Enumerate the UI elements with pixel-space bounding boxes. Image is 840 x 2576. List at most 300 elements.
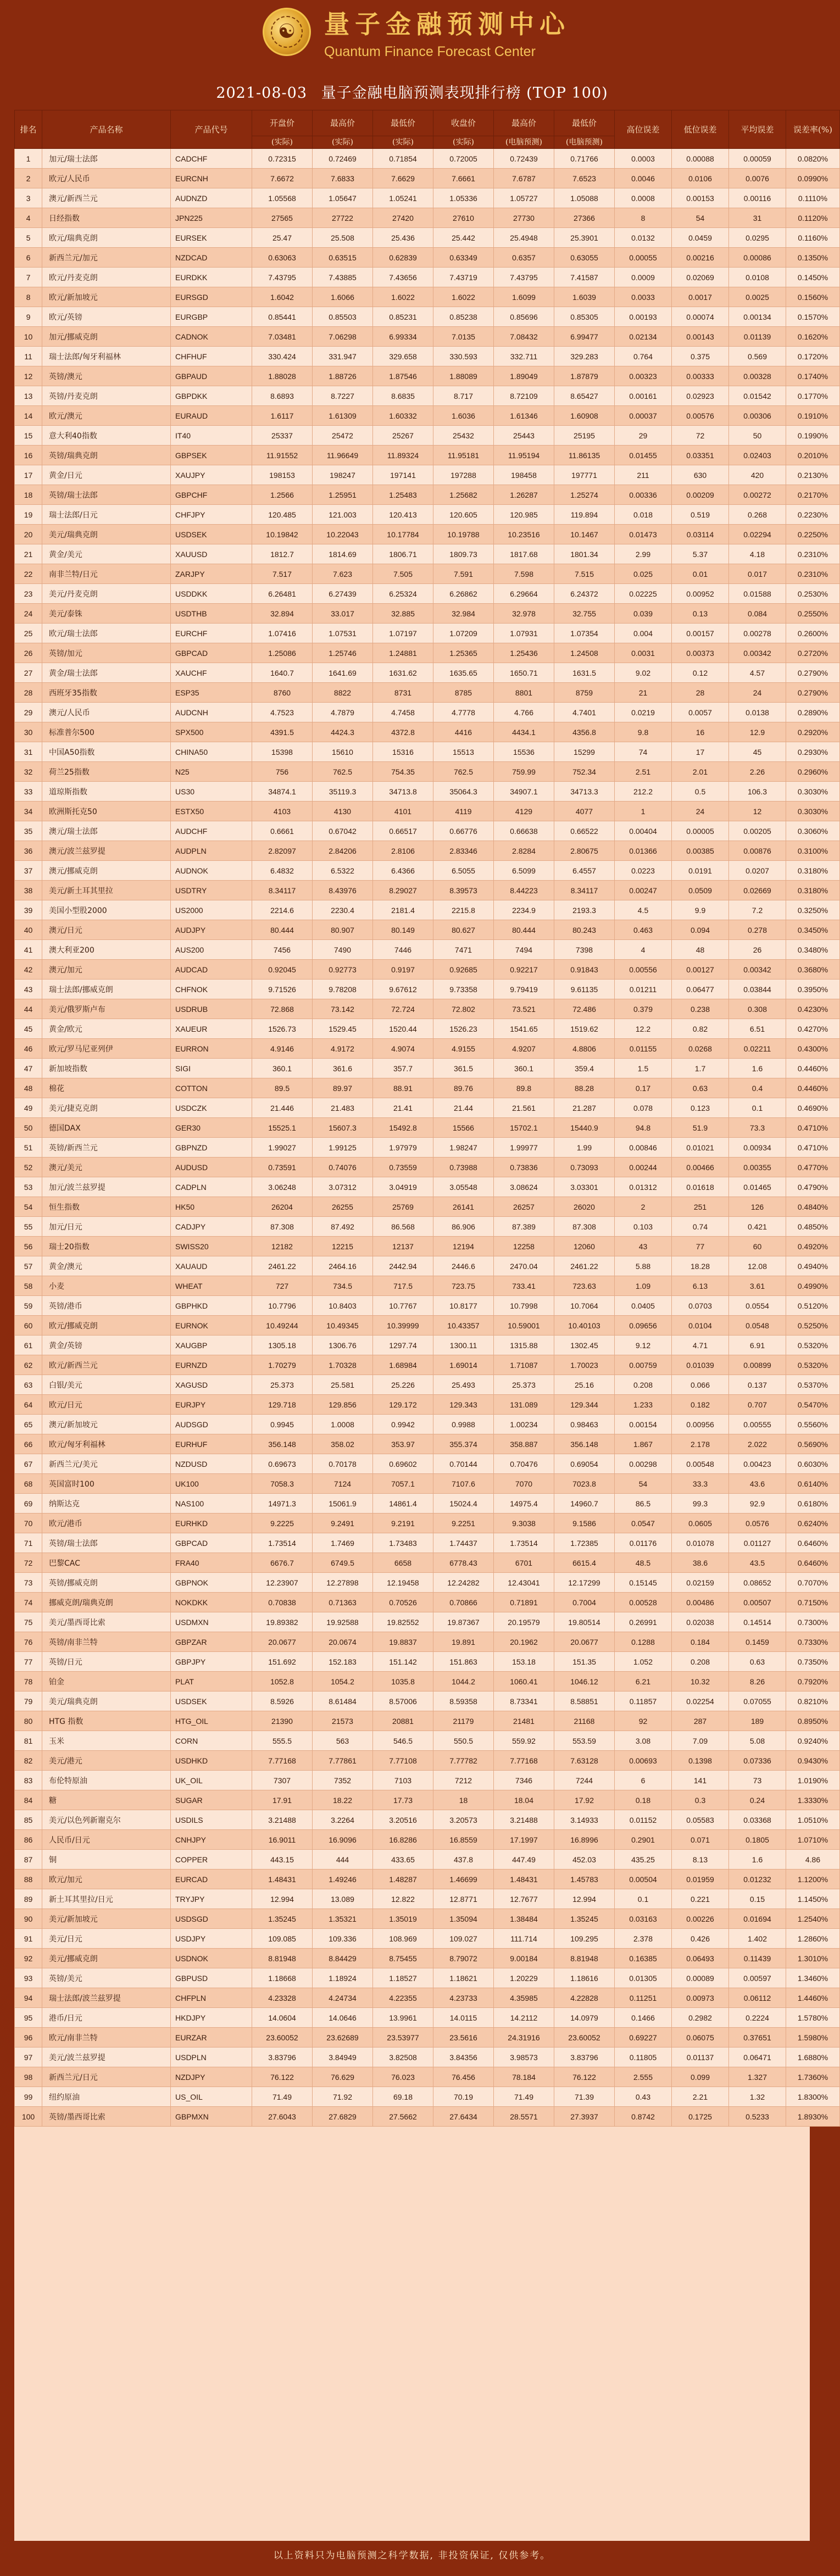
high-forecast-cell: 87.389 [494, 1217, 554, 1237]
table-row [15, 1790, 840, 1810]
table-row [15, 1217, 840, 1237]
high-error-cell: 8 [615, 208, 672, 228]
low-forecast-cell: 17.92 [554, 1790, 615, 1810]
close-actual-cell: 12.24282 [433, 1573, 494, 1593]
product-code-cell: XAGUSD [171, 1375, 252, 1395]
low-actual-cell: 10.39999 [373, 1316, 433, 1336]
high-error-cell: 92 [615, 1711, 672, 1731]
high-forecast-cell: 131.089 [494, 1395, 554, 1415]
high-actual-cell: 6.27439 [313, 584, 373, 604]
high-forecast-cell: 9.79419 [494, 980, 554, 999]
error-rate-cell: 0.2790% [786, 663, 840, 683]
close-actual-cell: 8.79072 [433, 1949, 494, 1968]
close-actual-cell: 9.73358 [433, 980, 494, 999]
table-row [15, 1019, 840, 1039]
high-actual-cell: 21.483 [313, 1098, 373, 1118]
close-actual-cell: 197288 [433, 465, 494, 485]
high-error-cell: 0.00693 [615, 1751, 672, 1771]
error-rate-cell: 0.1110% [786, 188, 840, 208]
table-row [15, 1968, 840, 1988]
high-error-cell: 0.00336 [615, 485, 672, 505]
low-forecast-cell: 7.63128 [554, 1751, 615, 1771]
close-actual-cell: 32.984 [433, 604, 494, 624]
open-actual-cell: 25.373 [252, 1375, 313, 1395]
high-actual-cell: 3.84949 [313, 2048, 373, 2067]
rank-cell: 25 [15, 624, 42, 643]
product-name-cell: 澳元/新西兰元 [42, 188, 171, 208]
low-error-cell: 0.02254 [672, 1692, 729, 1711]
low-error-cell: 1.7 [672, 1059, 729, 1078]
close-actual-cell: 0.70866 [433, 1593, 494, 1612]
column-header: 排名 [15, 110, 42, 149]
error-rate-cell: 0.4940% [786, 1256, 840, 1276]
low-forecast-cell: 7.41587 [554, 268, 615, 287]
rank-cell: 43 [15, 980, 42, 999]
product-code-cell: AUDSGD [171, 1415, 252, 1434]
low-error-cell: 0.184 [672, 1632, 729, 1652]
table-row [15, 999, 840, 1019]
low-forecast-cell: 3.14933 [554, 1810, 615, 1830]
high-actual-cell: 3.07312 [313, 1177, 373, 1197]
high-actual-cell: 444 [313, 1850, 373, 1870]
table-row [15, 347, 840, 366]
error-rate-cell: 0.4990% [786, 1276, 840, 1296]
close-actual-cell: 26141 [433, 1197, 494, 1217]
low-error-cell: 77 [672, 1237, 729, 1256]
product-name-cell: 美元/波兰兹罗提 [42, 2048, 171, 2067]
rank-cell: 11 [15, 347, 42, 366]
high-actual-cell: 2.84206 [313, 841, 373, 861]
product-code-cell: AUS200 [171, 940, 252, 960]
low-forecast-cell: 0.63055 [554, 248, 615, 268]
high-forecast-cell: 7.08432 [494, 327, 554, 347]
product-name-cell: 欧元/罗马尼亚列伊 [42, 1039, 171, 1059]
product-code-cell: US_OIL [171, 2087, 252, 2107]
close-actual-cell: 1300.11 [433, 1336, 494, 1355]
low-error-cell: 0.1398 [672, 1751, 729, 1771]
error-rate-cell: 0.9240% [786, 1731, 840, 1751]
low-forecast-cell: 1801.34 [554, 544, 615, 564]
high-error-cell: 29 [615, 426, 672, 446]
open-actual-cell: 12182 [252, 1237, 313, 1256]
column-subheader: (实际) [433, 136, 494, 149]
open-actual-cell: 1.25086 [252, 643, 313, 663]
rank-cell: 40 [15, 920, 42, 940]
low-actual-cell: 27420 [373, 208, 433, 228]
rank-cell: 20 [15, 525, 42, 544]
high-forecast-cell: 358.887 [494, 1434, 554, 1454]
product-name-cell: 纳斯达克 [42, 1494, 171, 1514]
header [0, 0, 824, 115]
low-forecast-cell: 71.39 [554, 2087, 615, 2107]
high-actual-cell: 19.92588 [313, 1612, 373, 1632]
high-error-cell: 4 [615, 940, 672, 960]
low-forecast-cell: 3.03301 [554, 1177, 615, 1197]
low-error-cell: 9.9 [672, 900, 729, 920]
avg-error-cell: 6.91 [729, 1336, 786, 1355]
product-name-cell: 新西兰元/美元 [42, 1454, 171, 1474]
rank-cell: 42 [15, 960, 42, 980]
low-error-cell: 0.00373 [672, 643, 729, 663]
product-code-cell: USDTRY [171, 881, 252, 900]
close-actual-cell: 9.2251 [433, 1514, 494, 1533]
error-rate-cell: 0.4840% [786, 1197, 840, 1217]
low-error-cell: 287 [672, 1711, 729, 1731]
error-rate-cell: 0.0990% [786, 169, 840, 188]
high-actual-cell: 16.9096 [313, 1830, 373, 1850]
low-error-cell: 0.82 [672, 1019, 729, 1039]
error-rate-cell: 1.3010% [786, 1949, 840, 1968]
open-actual-cell: 2214.6 [252, 900, 313, 920]
error-rate-cell: 0.3100% [786, 841, 840, 861]
table-row [15, 624, 840, 643]
product-code-cell: XAUEUR [171, 1019, 252, 1039]
open-actual-cell: 1.48431 [252, 1870, 313, 1889]
avg-error-cell: 0.00134 [729, 307, 786, 327]
rank-cell: 2 [15, 169, 42, 188]
high-error-cell: 0.208 [615, 1375, 672, 1395]
rank-cell: 89 [15, 1889, 42, 1909]
high-error-cell: 1.5 [615, 1059, 672, 1078]
high-actual-cell: 4.24734 [313, 1988, 373, 2008]
product-code-cell: NZDUSD [171, 1454, 252, 1474]
low-error-cell: 0.01959 [672, 1870, 729, 1889]
high-actual-cell: 1641.69 [313, 663, 373, 683]
close-actual-cell: 8.59358 [433, 1692, 494, 1711]
low-error-cell: 0.00486 [672, 1593, 729, 1612]
low-error-cell: 0.00074 [672, 307, 729, 327]
low-actual-cell: 1.24881 [373, 643, 433, 663]
avg-error-cell: 126 [729, 1197, 786, 1217]
high-actual-cell: 25.508 [313, 228, 373, 248]
product-code-cell: USDCZK [171, 1098, 252, 1118]
high-forecast-cell: 71.49 [494, 2087, 554, 2107]
rank-cell: 62 [15, 1355, 42, 1375]
low-forecast-cell: 2193.3 [554, 900, 615, 920]
table-row [15, 1889, 840, 1909]
open-actual-cell: 14971.3 [252, 1494, 313, 1514]
close-actual-cell: 7.0135 [433, 327, 494, 347]
low-actual-cell: 197141 [373, 465, 433, 485]
error-rate-cell: 0.3680% [786, 960, 840, 980]
error-rate-cell: 0.1560% [786, 287, 840, 307]
product-name-cell: 恒生指数 [42, 1197, 171, 1217]
product-code-cell: AUDJPY [171, 920, 252, 940]
rank-cell: 24 [15, 604, 42, 624]
high-actual-cell: 26255 [313, 1197, 373, 1217]
avg-error-cell: 0.01542 [729, 386, 786, 406]
product-code-cell: EURSEK [171, 228, 252, 248]
table-row [15, 802, 840, 821]
avg-error-cell: 1.402 [729, 1929, 786, 1949]
avg-error-cell: 0.0138 [729, 703, 786, 722]
low-actual-cell: 1.05241 [373, 188, 433, 208]
product-code-cell: XAUAUD [171, 1256, 252, 1276]
high-actual-cell: 8.61484 [313, 1692, 373, 1711]
error-rate-cell: 0.3950% [786, 980, 840, 999]
high-forecast-cell: 10.59001 [494, 1316, 554, 1336]
low-error-cell: 0.00548 [672, 1454, 729, 1474]
product-code-cell: AUDCHF [171, 821, 252, 841]
product-name-cell: 美元/新加坡元 [42, 1909, 171, 1929]
low-error-cell: 72 [672, 426, 729, 446]
low-error-cell: 0.0106 [672, 169, 729, 188]
table-row [15, 861, 840, 881]
close-actual-cell: 1.46699 [433, 1870, 494, 1889]
product-name-cell: 美元/瑞典克朗 [42, 1692, 171, 1711]
avg-error-cell: 0.01588 [729, 584, 786, 604]
product-name-cell: 玉米 [42, 1731, 171, 1751]
high-forecast-cell: 1.05727 [494, 188, 554, 208]
low-actual-cell: 8.29027 [373, 881, 433, 900]
table-body [15, 149, 840, 2127]
close-actual-cell: 23.5616 [433, 2028, 494, 2048]
avg-error-cell: 0.0554 [729, 1296, 786, 1316]
rank-cell: 77 [15, 1652, 42, 1672]
header-row [15, 110, 840, 136]
low-actual-cell: 0.85231 [373, 307, 433, 327]
low-error-cell: 0.3 [672, 1790, 729, 1810]
low-error-cell: 0.01021 [672, 1138, 729, 1158]
high-error-cell: 0.00193 [615, 307, 672, 327]
error-rate-cell: 0.5690% [786, 1434, 840, 1454]
low-actual-cell: 353.97 [373, 1434, 433, 1454]
product-name-cell: 欧元/挪威克朗 [42, 1316, 171, 1336]
low-forecast-cell: 9.61135 [554, 980, 615, 999]
close-actual-cell: 6.5055 [433, 861, 494, 881]
avg-error-cell: 6.51 [729, 1019, 786, 1039]
low-error-cell: 0.01078 [672, 1533, 729, 1553]
high-error-cell: 0.0405 [615, 1296, 672, 1316]
error-rate-cell: 0.4710% [786, 1118, 840, 1138]
high-actual-cell: 15607.3 [313, 1118, 373, 1138]
table-row [15, 1514, 840, 1533]
open-actual-cell: 25.47 [252, 228, 313, 248]
open-actual-cell: 2.82097 [252, 841, 313, 861]
low-forecast-cell: 1.99 [554, 1138, 615, 1158]
avg-error-cell: 0.00934 [729, 1138, 786, 1158]
error-rate-cell: 0.2170% [786, 485, 840, 505]
error-rate-cell: 0.4300% [786, 1039, 840, 1059]
low-forecast-cell: 1.25274 [554, 485, 615, 505]
product-name-cell: 欧元/港币 [42, 1514, 171, 1533]
high-error-cell: 0.0008 [615, 188, 672, 208]
open-actual-cell: 7.6672 [252, 169, 313, 188]
low-error-cell: 2.178 [672, 1434, 729, 1454]
product-code-cell: SUGAR [171, 1790, 252, 1810]
high-actual-cell: 1529.45 [313, 1019, 373, 1039]
low-error-cell: 0.00005 [672, 821, 729, 841]
product-name-cell: 欧元/瑞士法郎 [42, 624, 171, 643]
product-code-cell: XAUUSD [171, 544, 252, 564]
product-code-cell: USDHKD [171, 1751, 252, 1771]
rank-cell: 50 [15, 1118, 42, 1138]
error-rate-cell: 0.1160% [786, 228, 840, 248]
high-error-cell: 0.01473 [615, 525, 672, 544]
avg-error-cell: 0.278 [729, 920, 786, 940]
report-heading [0, 82, 824, 104]
high-actual-cell: 109.336 [313, 1929, 373, 1949]
close-actual-cell: 1.35094 [433, 1909, 494, 1929]
close-actual-cell: 15566 [433, 1118, 494, 1138]
low-error-cell: 2.21 [672, 2087, 729, 2107]
high-actual-cell: 76.629 [313, 2067, 373, 2087]
low-forecast-cell: 7.515 [554, 564, 615, 584]
high-error-cell: 0.02225 [615, 584, 672, 604]
close-actual-cell: 0.63349 [433, 248, 494, 268]
high-error-cell: 0.2901 [615, 1830, 672, 1850]
low-error-cell: 0.00157 [672, 624, 729, 643]
table-row [15, 1256, 840, 1276]
low-forecast-cell: 0.73093 [554, 1158, 615, 1177]
high-forecast-cell: 7.598 [494, 564, 554, 584]
high-actual-cell: 12215 [313, 1237, 373, 1256]
table-row [15, 742, 840, 762]
avg-error-cell: 0.569 [729, 347, 786, 366]
avg-error-cell: 0.00342 [729, 960, 786, 980]
low-error-cell: 0.0017 [672, 287, 729, 307]
error-rate-cell: 0.1450% [786, 268, 840, 287]
error-rate-cell: 0.5320% [786, 1355, 840, 1375]
error-rate-cell: 0.2720% [786, 643, 840, 663]
table-row [15, 426, 840, 446]
high-actual-cell: 1.99125 [313, 1138, 373, 1158]
high-forecast-cell: 27730 [494, 208, 554, 228]
low-forecast-cell: 151.35 [554, 1652, 615, 1672]
avg-error-cell: 0.02211 [729, 1039, 786, 1059]
avg-error-cell: 0.00507 [729, 1593, 786, 1612]
close-actual-cell: 0.66776 [433, 821, 494, 841]
high-error-cell: 0.03163 [615, 1909, 672, 1929]
high-error-cell: 4.5 [615, 900, 672, 920]
high-forecast-cell: 1315.88 [494, 1336, 554, 1355]
column-header: 最低价 [554, 110, 615, 136]
low-actual-cell: 7057.1 [373, 1474, 433, 1494]
high-error-cell: 212.2 [615, 782, 672, 802]
high-forecast-cell: 0.72439 [494, 149, 554, 169]
product-name-cell: 糖 [42, 1790, 171, 1810]
product-name-cell: 英镑/瑞士法郎 [42, 1533, 171, 1553]
avg-error-cell: 0.1459 [729, 1632, 786, 1652]
low-actual-cell: 4.9074 [373, 1039, 433, 1059]
rank-cell: 70 [15, 1514, 42, 1533]
close-actual-cell: 7107.6 [433, 1474, 494, 1494]
low-actual-cell: 0.70526 [373, 1593, 433, 1612]
open-actual-cell: 10.19842 [252, 525, 313, 544]
low-error-cell: 0.06477 [672, 980, 729, 999]
table-row [15, 1177, 840, 1197]
low-actual-cell: 4101 [373, 802, 433, 821]
low-actual-cell: 69.18 [373, 2087, 433, 2107]
column-subheader: (电脑预测) [494, 136, 554, 149]
low-error-cell: 0.375 [672, 347, 729, 366]
rank-cell: 33 [15, 782, 42, 802]
high-error-cell: 0.004 [615, 624, 672, 643]
high-actual-cell: 2230.4 [313, 900, 373, 920]
low-forecast-cell: 20.0677 [554, 1632, 615, 1652]
table-row [15, 1533, 840, 1553]
high-actual-cell: 1.35321 [313, 1909, 373, 1929]
low-error-cell: 0.208 [672, 1652, 729, 1672]
open-actual-cell: 4391.5 [252, 722, 313, 742]
avg-error-cell: 7.2 [729, 900, 786, 920]
high-actual-cell: 4.7879 [313, 703, 373, 722]
product-code-cell: GBPDKK [171, 386, 252, 406]
low-forecast-cell: 27366 [554, 208, 615, 228]
low-forecast-cell: 11.86135 [554, 446, 615, 465]
high-actual-cell: 4424.3 [313, 722, 373, 742]
avg-error-cell: 1.6 [729, 1059, 786, 1078]
product-name-cell: 美元/丹麦克朗 [42, 584, 171, 604]
product-name-cell: 黄金/欧元 [42, 1019, 171, 1039]
error-rate-cell: 0.2310% [786, 564, 840, 584]
table-row [15, 584, 840, 604]
error-rate-cell: 0.3180% [786, 861, 840, 881]
open-actual-cell: 9.71526 [252, 980, 313, 999]
product-code-cell: GBPZAR [171, 1632, 252, 1652]
table-row [15, 1711, 840, 1731]
low-actual-cell: 129.172 [373, 1395, 433, 1415]
product-code-cell: JPN225 [171, 208, 252, 228]
high-forecast-cell: 7346 [494, 1771, 554, 1790]
avg-error-cell: 0.08652 [729, 1573, 786, 1593]
high-error-cell: 435.25 [615, 1850, 672, 1870]
open-actual-cell: 15398 [252, 742, 313, 762]
low-error-cell: 0.0104 [672, 1316, 729, 1336]
error-rate-cell: 0.6140% [786, 1474, 840, 1494]
close-actual-cell: 3.84356 [433, 2048, 494, 2067]
high-error-cell: 2.378 [615, 1929, 672, 1949]
avg-error-cell: 0.06471 [729, 2048, 786, 2067]
close-actual-cell: 25.442 [433, 228, 494, 248]
high-forecast-cell: 4129 [494, 802, 554, 821]
low-forecast-cell: 553.59 [554, 1731, 615, 1751]
high-error-cell: 1.233 [615, 1395, 672, 1415]
low-forecast-cell: 27.3937 [554, 2107, 615, 2127]
product-name-cell: 欧元/澳元 [42, 406, 171, 426]
product-code-cell: XAUJPY [171, 465, 252, 485]
table-row [15, 406, 840, 426]
product-name-cell: 英镑/加元 [42, 643, 171, 663]
low-forecast-cell: 752.34 [554, 762, 615, 782]
close-actual-cell: 3.05548 [433, 1177, 494, 1197]
open-actual-cell: 27565 [252, 208, 313, 228]
close-actual-cell: 330.593 [433, 347, 494, 366]
avg-error-cell: 5.08 [729, 1731, 786, 1751]
low-actual-cell: 6658 [373, 1553, 433, 1573]
high-error-cell: 0.11857 [615, 1692, 672, 1711]
open-actual-cell: 76.122 [252, 2067, 313, 2087]
low-error-cell: 630 [672, 465, 729, 485]
rank-cell: 27 [15, 663, 42, 683]
low-error-cell: 0.221 [672, 1889, 729, 1909]
product-name-cell: 新西兰元/加元 [42, 248, 171, 268]
high-forecast-cell: 1.20229 [494, 1968, 554, 1988]
high-actual-cell: 8.7227 [313, 386, 373, 406]
product-name-cell: 日经指数 [42, 208, 171, 228]
close-actual-cell: 1.6036 [433, 406, 494, 426]
low-error-cell: 251 [672, 1197, 729, 1217]
high-forecast-cell: 6.5099 [494, 861, 554, 881]
column-subheader: (电脑预测) [554, 136, 615, 149]
avg-error-cell: 0.00272 [729, 485, 786, 505]
error-rate-cell: 0.7920% [786, 1672, 840, 1692]
product-name-cell: 欧洲斯托克50 [42, 802, 171, 821]
high-actual-cell: 8.84429 [313, 1949, 373, 1968]
low-forecast-cell: 6.99477 [554, 327, 615, 347]
table-row [15, 149, 840, 169]
rank-cell: 96 [15, 2028, 42, 2048]
